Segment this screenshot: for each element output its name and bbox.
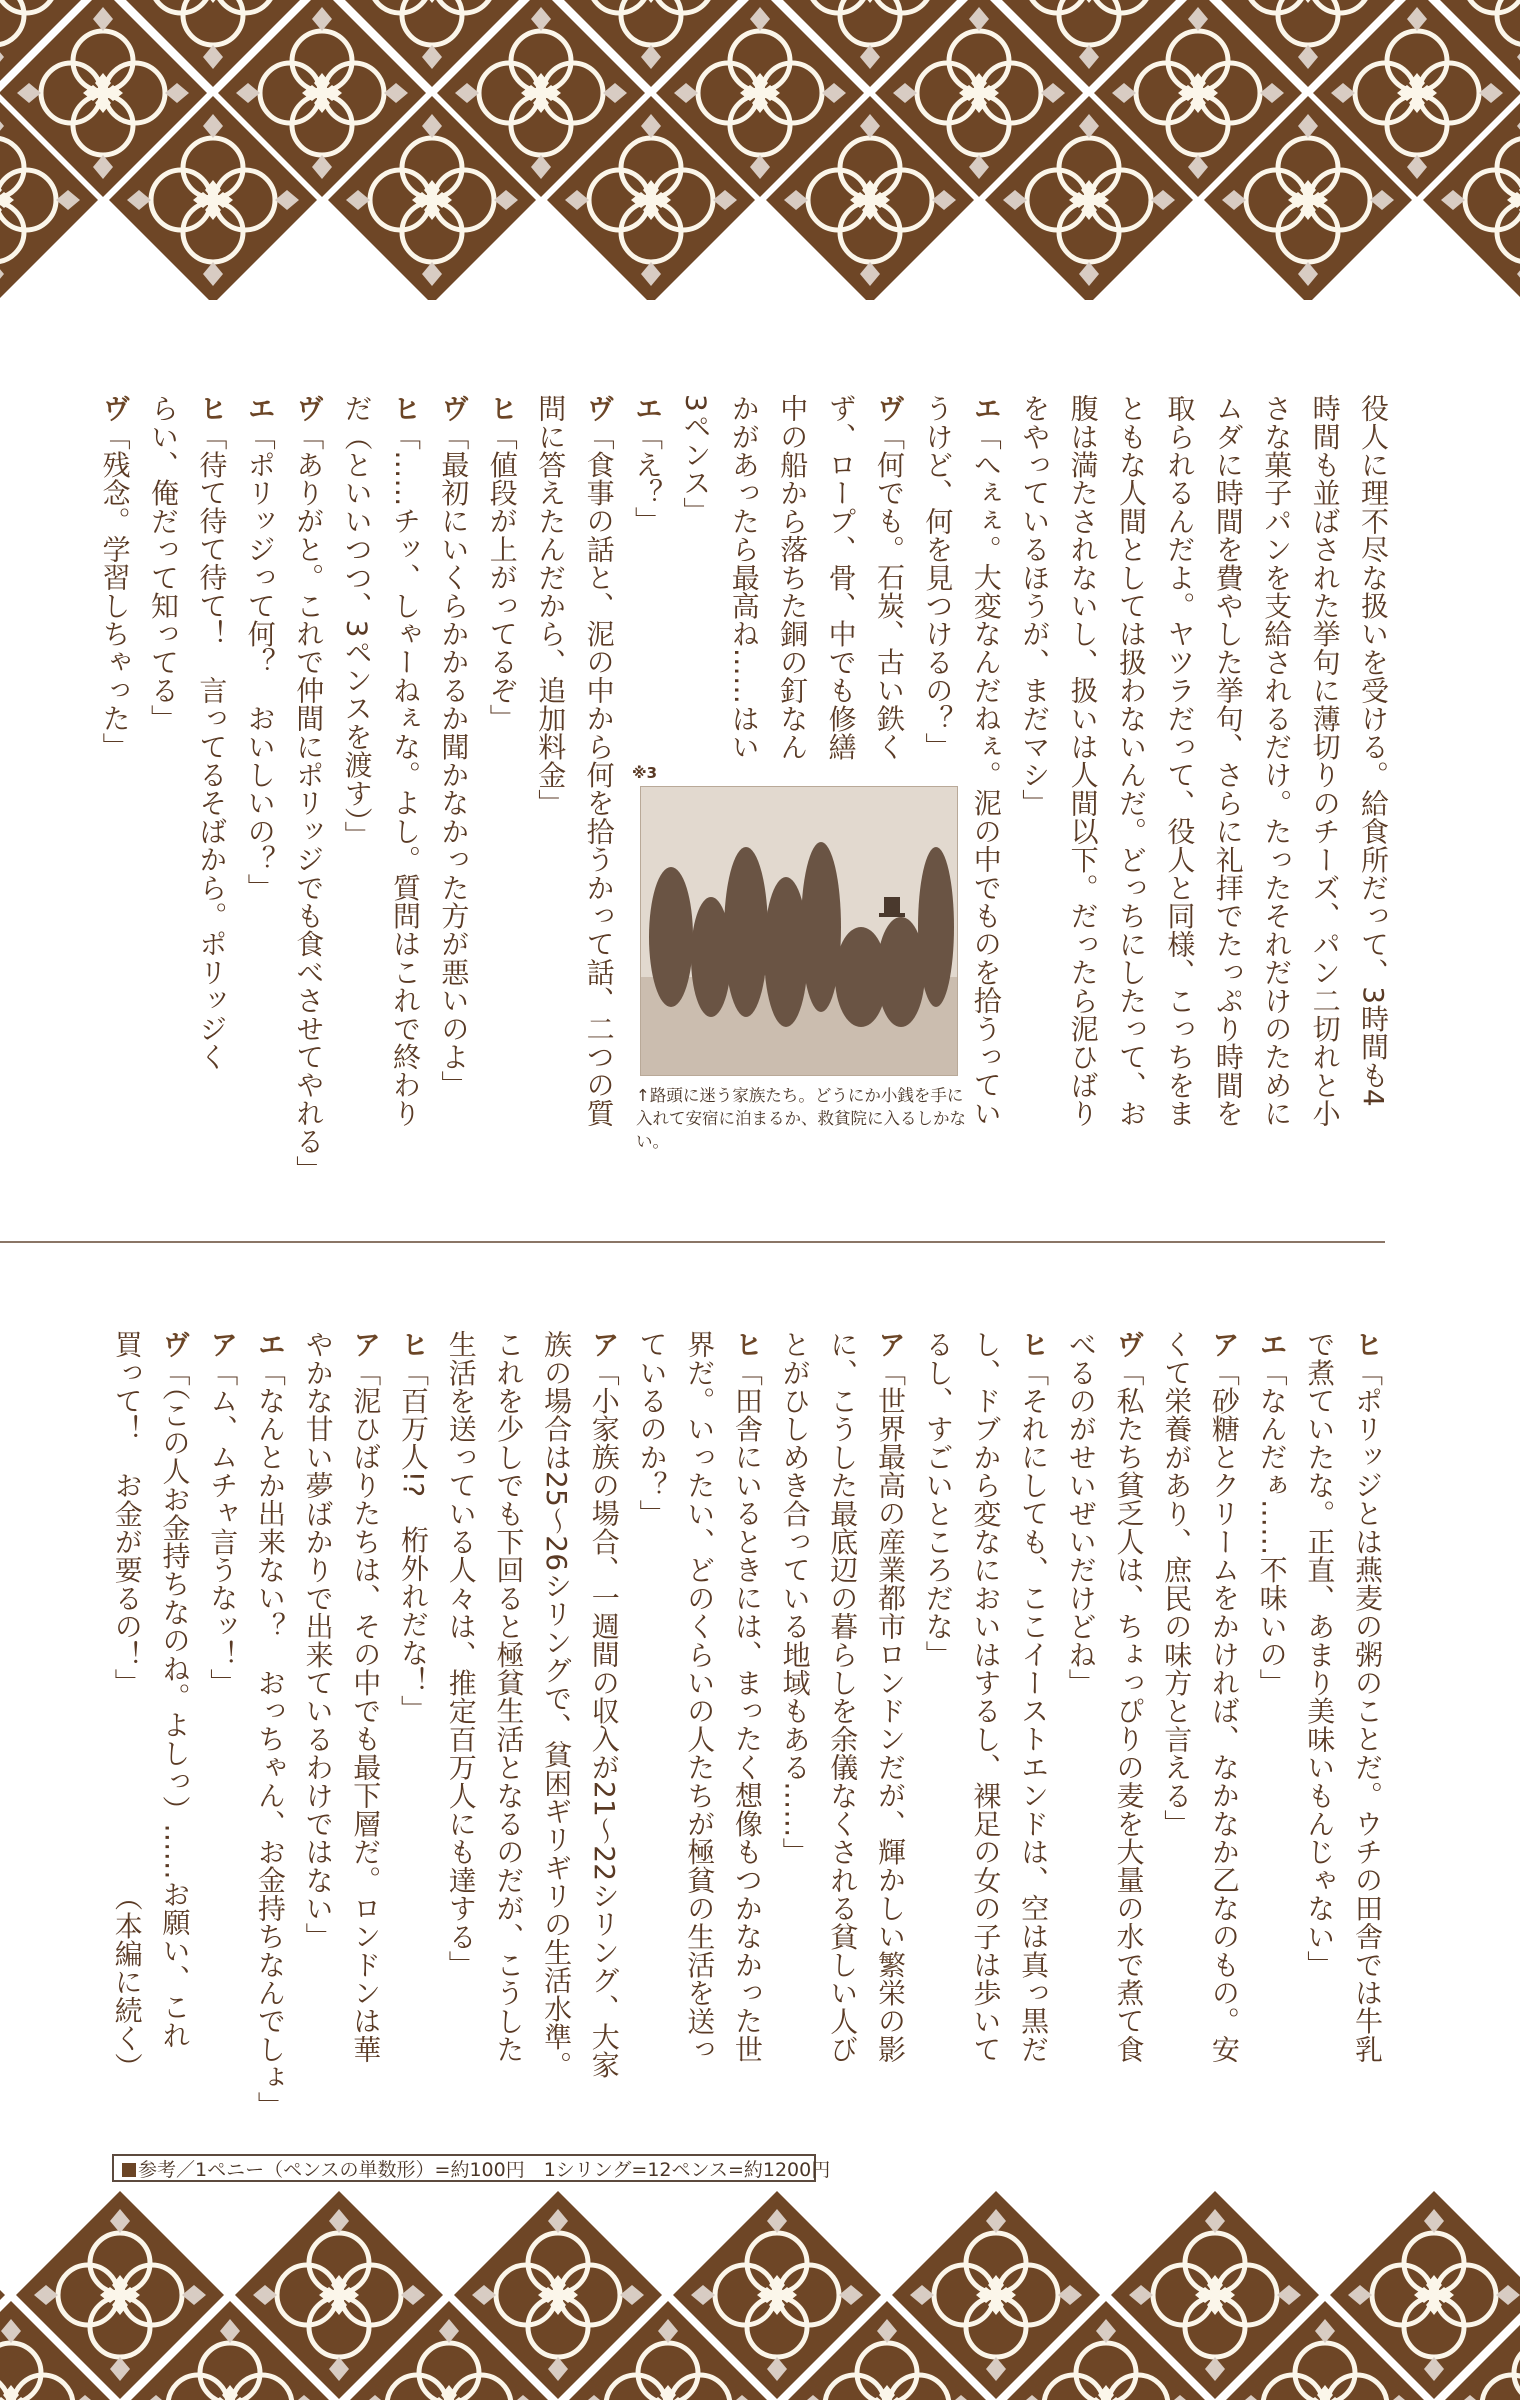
dialogue-text: 「最初にいくらかかるか聞かなかった方が悪いのよ」: [437, 422, 471, 1100]
text-column: [1155, 394, 1203, 1174]
dialogue-text: ともな人間としては扱わないんだ。どっちにしたって、お: [1115, 394, 1148, 1128]
dialogue-text: 「それにしても、ここイーストエンドは、空は真っ黒だ: [1017, 1358, 1051, 2064]
dialogue-text: うけど、何を見つけるの？」: [921, 394, 955, 761]
speaker-label: ア: [1207, 1330, 1241, 1359]
speaker-label: ヒ: [397, 1330, 430, 1359]
dialogue-text: 「ポリッジとは燕麦の粥のことだ。ウチの田舎では牛乳: [1351, 1358, 1384, 2064]
dialogue-text: 「砂糖とクリームをかければ、なかなか乙なのもの。安: [1207, 1358, 1241, 2064]
dialogue-text: 生活を送っている人々は、推定百万人にも達する」: [444, 1330, 478, 1979]
speaker-label: ヒ: [730, 1330, 764, 1359]
dialogue-text: 「なんとか出来ない？ おっちゃん、お金持ちなんでしょ」: [253, 1358, 287, 2120]
speaker-label: ヴ: [582, 394, 616, 423]
text-column: [628, 1330, 676, 2080]
text-column: [246, 1330, 294, 2120]
text-column: [1301, 394, 1349, 1174]
text-column: [333, 394, 381, 1174]
text-column: [139, 394, 187, 1174]
dialogue-text: で煮ていたな。正直、あまり美味いもんじゃない」: [1303, 1330, 1337, 1979]
dialogue-text: 腹は満たされないし、扱いは人間以下。だったら泥ひばり: [1066, 394, 1100, 1128]
speaker-label: ヴ: [98, 394, 132, 423]
text-column: [575, 394, 623, 1174]
speaker-label: エ: [969, 394, 1003, 423]
speaker-label: ヴ: [158, 1330, 192, 1359]
text-column: [962, 394, 1010, 1174]
dialogue-text: るし、すごいところだな」: [921, 1330, 955, 1669]
section-divider: [0, 1241, 1385, 1243]
text-column: [1105, 1330, 1153, 2080]
dialogue-text: 「へぇぇ。大変なんだねぇ。泥の中でものを拾うってい: [969, 422, 1003, 1128]
text-column: [437, 1330, 485, 2080]
dialogue-text: ムダに時間を費やした挙句、さらに礼拝でたっぷり時間を: [1211, 394, 1245, 1128]
dialogue-text: だ（といいつつ、3ペンスを渡す）」: [340, 394, 374, 850]
dialogue-text: 「……チッ、しゃーねぇな。よし。質問はこれで終わり: [389, 422, 422, 1128]
dialogue-text: かがあったら最高ね……はい: [727, 394, 761, 761]
text-column: [1009, 1330, 1057, 2080]
speaker-label: エ: [1255, 1330, 1289, 1359]
dialogue-text: 中の船から落ちた銅の釘なん: [776, 394, 810, 761]
dialogue-text: 「なんだぁ……不味いの」: [1255, 1358, 1289, 1697]
dialogue-text: ず、ロープ、骨、中でも修繕: [824, 394, 858, 761]
ornamental-border-top: [0, 0, 1520, 300]
text-column: [961, 1330, 1009, 2080]
text-column: [1204, 394, 1252, 1174]
square-bullet-icon: [122, 2163, 136, 2177]
dialogue-text: に、こうした最底辺の暮らしを余儀なくされる貧しい人び: [826, 1330, 860, 2064]
dialogue-text: 「私たち貧乏人は、ちょっぴりの麦を大量の水で煮て食: [1112, 1358, 1146, 2064]
speaker-label: エ: [253, 1330, 287, 1359]
dialogue-text: 「百万人!? 桁外れだな！」: [397, 1358, 430, 1724]
dialogue-text: し、ドブから変なにおいはするし、裸足の女の子は歩いて: [969, 1330, 1003, 2064]
text-column: [429, 394, 477, 1174]
text-column: [151, 1330, 199, 2080]
dialogue-text: 「え？」: [631, 422, 664, 536]
speaker-label: ヒ: [389, 394, 422, 423]
text-column: [381, 394, 429, 1174]
dialogue-text: 「田舎にいるときには、まったく想像もつかなかった世: [730, 1358, 764, 2064]
dialogue-text: やかな甘い夢ばかりで出来ているわけではない」: [301, 1330, 335, 1951]
speaker-label: ヴ: [1112, 1330, 1146, 1359]
text-column: [236, 394, 284, 1174]
text-column: [484, 1330, 532, 2080]
dialogue-text: 族の場合は25〜26シリングで、貧困ギリギリの生活水準。: [540, 1330, 574, 2079]
dialogue-text: をやっているほうが、まだマシ」: [1018, 394, 1052, 817]
text-column: [580, 1330, 628, 2080]
speaker-label: ア: [587, 1330, 621, 1359]
figure-note-mark: ※3: [632, 764, 658, 782]
text-column: [187, 394, 235, 1174]
speaker-label: エ: [243, 394, 277, 423]
dialogue-text: 役人に理不尽な扱いを受ける。給食所だって、3時間も4: [1357, 394, 1390, 1107]
speaker-label: ア: [349, 1330, 383, 1359]
dialogue-text: 「世界最高の産業都市ロンドンだが、輝かしい繁栄の影: [874, 1358, 907, 2064]
to-be-continued-label: （本編に続く）: [110, 1882, 144, 2080]
speaker-label: ヒ: [1017, 1330, 1051, 1359]
text-column: [1059, 394, 1107, 1174]
text-column: [1010, 394, 1058, 1174]
text-column: [294, 1330, 342, 2080]
dialogue-text: 「ありがと。これで仲間にポリッジでも食べさせてやれる」: [292, 422, 326, 1184]
text-column: [526, 394, 574, 1174]
speaker-label: ヒ: [1351, 1330, 1384, 1359]
text-column: [1252, 394, 1300, 1174]
dialogue-text: べるのがせいぜいだけどね」: [1064, 1330, 1098, 1697]
text-column: [198, 1330, 246, 2080]
text-column: [103, 1330, 151, 2080]
text-column: [284, 394, 332, 1184]
dialogue-text: ているのか？」: [635, 1330, 669, 1528]
dialogue-text: 「何でも。石炭、古い鉄く: [873, 422, 906, 761]
dialogue-text: 取られるんだよ。ヤツラだって、役人と同様、こっちをま: [1163, 394, 1197, 1128]
speaker-label: エ: [631, 394, 664, 423]
text-column: [341, 1330, 389, 2080]
text-column: [1343, 1330, 1391, 2080]
speaker-label: ヴ: [873, 394, 906, 423]
text-column: [818, 1330, 866, 2080]
text-column: [1295, 1330, 1343, 2080]
speaker-label: ア: [206, 1330, 240, 1359]
text-column: [1248, 1330, 1296, 2080]
dialogue-text: 「泥ひばりたちは、その中でも最下層だ。ロンドンは華: [349, 1358, 383, 2064]
dialogue-text: 界だ。いったい、どのくらいの人たちが極貧の生活を送っ: [683, 1330, 717, 2064]
speaker-label: ア: [874, 1330, 907, 1359]
figure-caption: ↑路頭に迷う家族たち。どうにか小銭を手に入れて安宿に泊まるか、救貧院に入るしかない。: [636, 1086, 966, 1151]
dialogue-text: くて栄養があり、庶民の味方と言える」: [1160, 1330, 1194, 1838]
dialogue-text: 買って！ お金が要るの！」: [110, 1330, 144, 1697]
text-column: [91, 394, 139, 1174]
dialogue-text: さな菓子パンを支給されるだけ。たったそれだけのために: [1260, 394, 1294, 1128]
text-column: [914, 1330, 962, 2080]
dialogue-text: 時間も並ばされた挙句に薄切りのチーズ、パン二切れと小: [1308, 394, 1342, 1128]
dialogue-text: 「値段が上がってるぞ」: [485, 422, 519, 733]
speaker-label: ヒ: [195, 394, 229, 423]
text-column: [1152, 1330, 1200, 2080]
text-column: [1057, 1330, 1105, 2080]
dialogue-text: これを少しでも下回ると極貧生活となるのだが、こうした: [492, 1330, 526, 2064]
speaker-label: ヴ: [292, 394, 326, 423]
reference-note-text: 参考／1ペニー（ペンスの単数形）=約100円 1シリング=12ペンス=約1200円: [138, 2159, 831, 2181]
dialogue-text: 問に答えたんだから、追加料金」: [534, 394, 568, 817]
text-column: [866, 1330, 914, 2080]
text-column: [771, 1330, 819, 2080]
text-column: [1349, 394, 1397, 1174]
speaker-label: ヒ: [485, 394, 519, 423]
text-column: [389, 1330, 437, 2080]
text-column: [1107, 394, 1155, 1174]
text-column: [675, 1330, 723, 2080]
ornamental-border-bottom: [0, 2180, 1520, 2400]
dialogue-text: 「待て待て待て！ 言ってるそばから。ポリッジく: [195, 422, 229, 1071]
text-column: [1200, 1330, 1248, 2080]
reference-note-box: [112, 2154, 831, 2182]
dialogue-text: 「小家族の場合、一週間の収入が21〜22シリング、大家: [587, 1358, 621, 2079]
dialogue-text: 「（この人お金持ちなのね。よしっ）……お願い、これ: [158, 1358, 192, 2050]
speaker-label: ヴ: [437, 394, 471, 423]
dialogue-text: 「ム、ムチャ言うなッ！」: [206, 1358, 240, 1697]
dialogue-text: 3ペンス」: [679, 394, 713, 525]
illustration-homeless-families: [640, 786, 958, 1076]
dialogue-text: 「残念。学習しちゃった」: [98, 422, 132, 761]
dialogue-text: 「ポリッジって何？ おいしいの？」: [243, 422, 277, 902]
text-column: [532, 1330, 580, 2080]
dialogue-text: らい、俺だって知ってる」: [147, 394, 180, 733]
text-column: [478, 394, 526, 1174]
text-column: [723, 1330, 771, 2080]
dialogue-text: とがひしめき合っている地域もある……」: [778, 1330, 812, 1866]
dialogue-text: 「食事の話と、泥の中から何を拾うかって話、二つの質: [582, 422, 616, 1128]
